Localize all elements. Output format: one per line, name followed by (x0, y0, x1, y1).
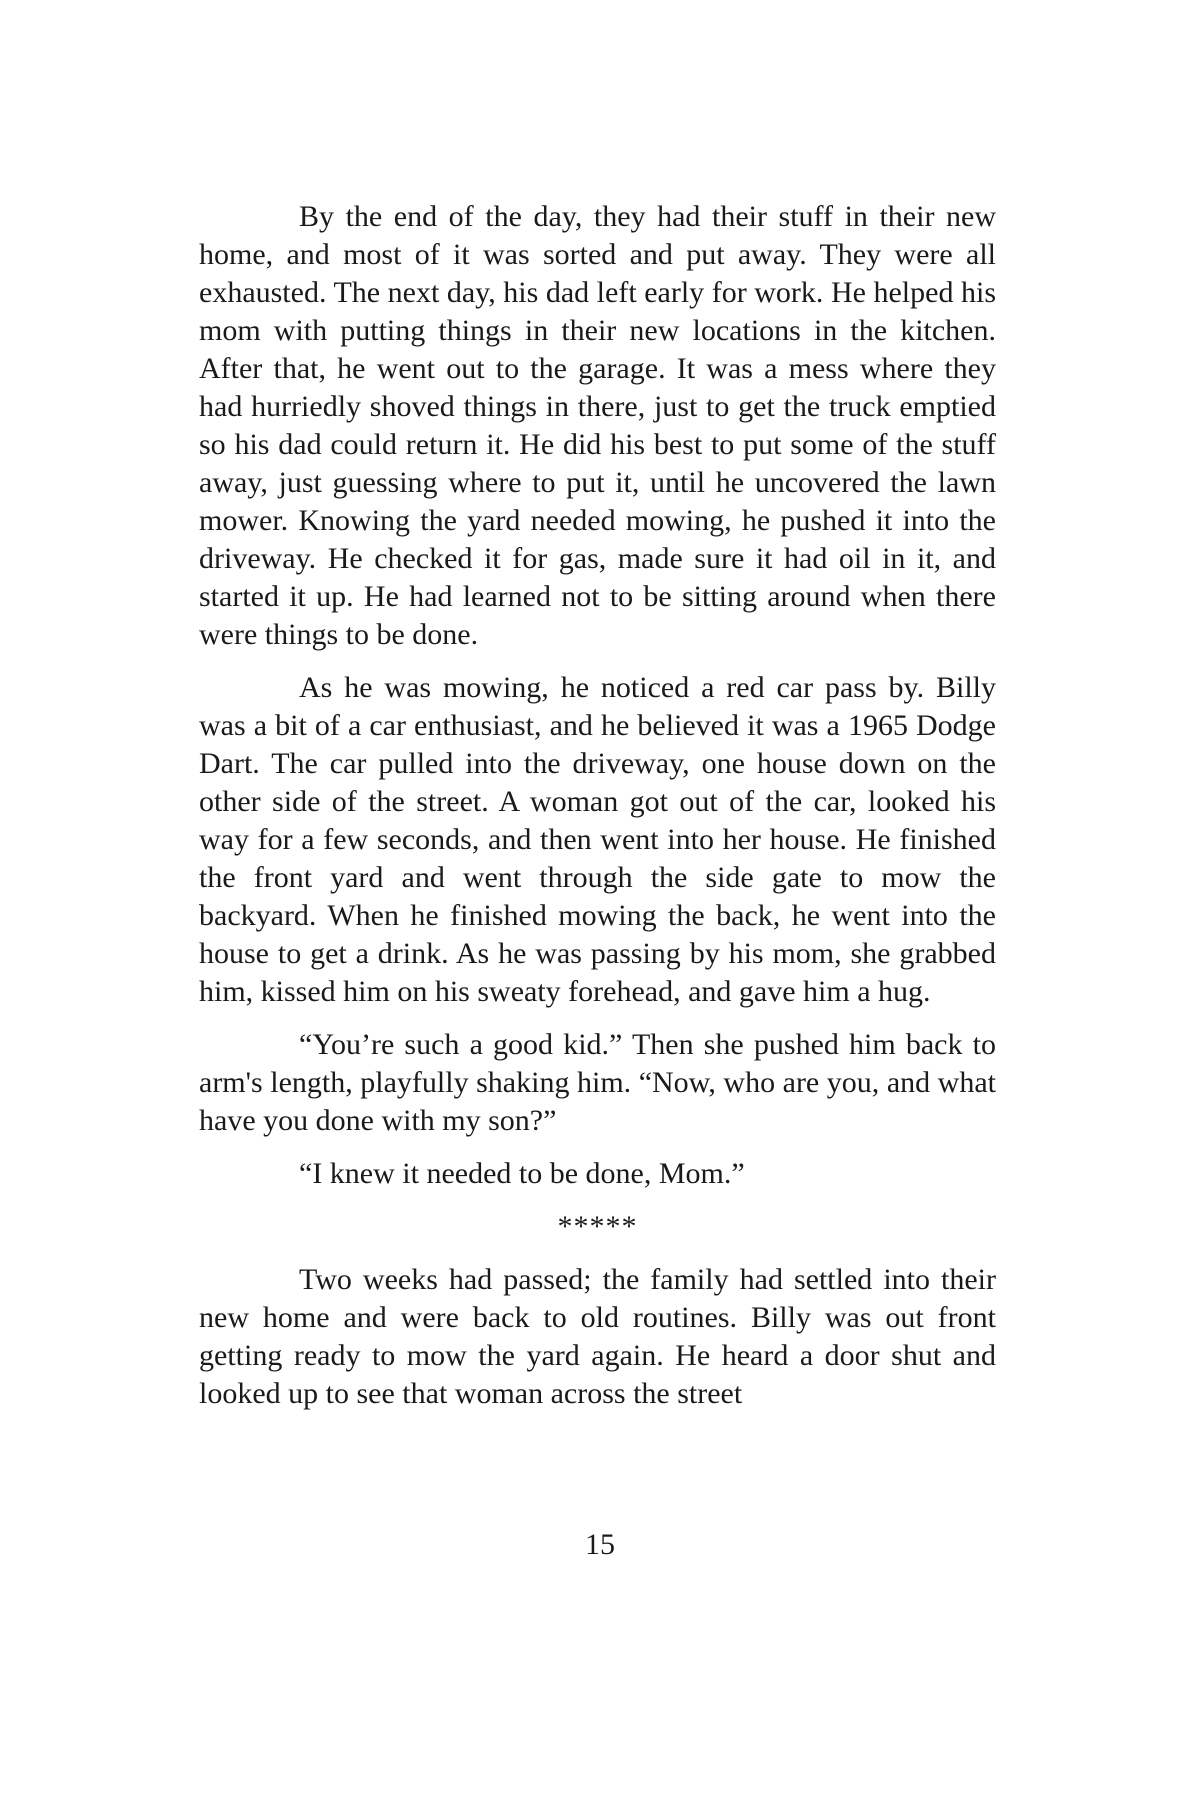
paragraph-4-dialogue: “I knew it needed to be done, Mom.” (299, 1157, 745, 1190)
paragraph-5: Two weeks had passed; the family had settled into their new home and were back to old routines. Billy was out front getting ready to mow the yard again. He heard a door shut and looked up to see that woman across the street (199, 1263, 996, 1410)
paragraph-2: As he was mowing, he noticed a red car pass by. Billy was a bit of a car enthusiast, and he believed it was a 1965 Dodge Dart. The car pulled into the driveway, one house down on the other side of the street. A woman got out of the car, looked his way for a few seconds, and then went into her house. He finished the front yard and went through the side gate to mow the backyard. When he finished mowing the back, he went into the house to get a drink. As he was passing by his mom, she grabbed him, kissed him on his sweaty forehead, and gave him a hug. (199, 671, 996, 1008)
paragraph-1: By the end of the day, they had their stuff in their new home, and most of it was sorted and put away. They were all exhausted. The next day, his dad left early for work. He helped his mom with putting things in their new locations in the kitchen. After that, he went out to the garage. It was a mess where they had hurriedly shoved things in there, just to get the truck emptied so his dad could return it. He did his best to put some of the stuff away, just guessing where to put it, until he uncovered the lawn mower. Knowing the yard needed mowing, he pushed it into the driveway. He checked it for gas, made sure it had oil in it, and started it up. He had learned not to be sitting around when there were things to be done. (199, 200, 996, 651)
body-text (199, 198, 996, 1428)
page-number: 15 (585, 1528, 615, 1561)
scene-break: ***** (557, 1210, 638, 1243)
paragraph-3-dialogue: “You’re such a good kid.” Then she pushed him back to arm's length, playfully shaking him. “Now, who are you, and what have you done with my son?” (199, 1028, 996, 1137)
